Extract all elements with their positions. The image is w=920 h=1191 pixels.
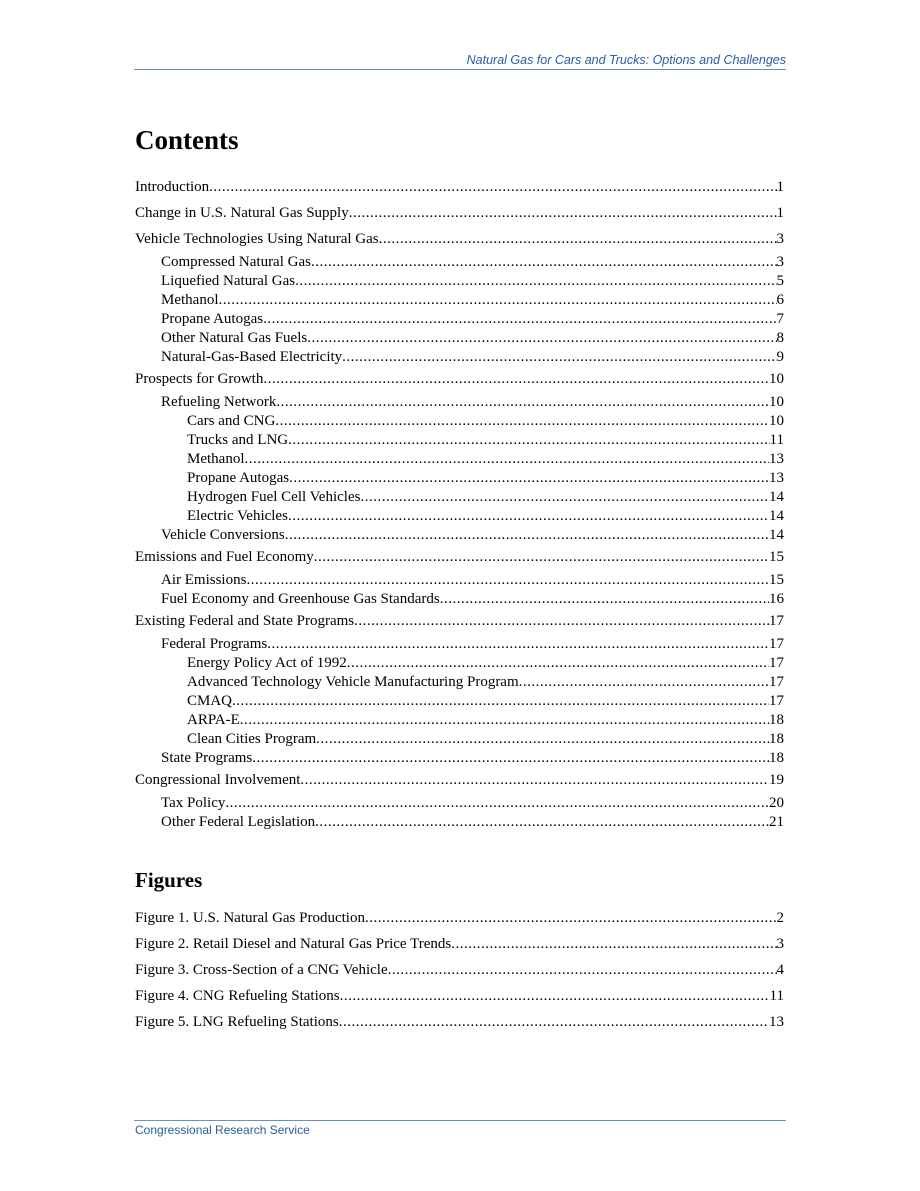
toc-entry[interactable]: Liquefied Natural Gas ..... 5 [135,272,784,291]
toc-entry[interactable]: Fuel Economy and Greenhouse Gas Standards ..... 16 [135,590,784,609]
running-footer: Congressional Research Service [135,1123,310,1137]
toc-entry[interactable]: Change in U.S. Natural Gas Supply ..... 1 [135,204,784,223]
toc-entry[interactable]: Introduction ..... 1 [135,178,784,197]
toc-entry[interactable]: CMAQ ..... 17 [135,692,784,711]
toc-entry[interactable]: Refueling Network ..... 10 [135,393,784,412]
toc-entry[interactable]: Hydrogen Fuel Cell Vehicles ..... 14 [135,488,784,507]
toc-entry[interactable]: Methanol ..... 6 [135,291,784,310]
contents-title: Contents [135,125,239,155]
toc-entry[interactable]: Advanced Technology Vehicle Manufacturing Program ..... 17 [135,673,784,692]
toc-entry[interactable]: Trucks and LNG ..... 11 [135,431,784,450]
toc-entry[interactable]: Congressional Involvement ..... 19 [135,771,784,790]
toc-entry[interactable]: Energy Policy Act of 1992 ..... 17 [135,654,784,673]
toc-entry[interactable]: Vehicle Conversions ..... 14 [135,526,784,545]
toc-entry[interactable]: Other Natural Gas Fuels ..... 8 [135,329,784,348]
footer-rule [134,1120,786,1121]
toc-entry[interactable]: ARPA-E ..... 18 [135,711,784,730]
toc-entry[interactable]: Methanol ..... 13 [135,450,784,469]
toc-entry[interactable]: Vehicle Technologies Using Natural Gas ..... 3 [135,230,784,249]
toc-entry[interactable]: Natural-Gas-Based Electricity ..... 9 [135,348,784,367]
figure-entry[interactable]: Figure 5. LNG Refueling Stations ..... 13 [135,1013,784,1032]
toc-entry[interactable]: Existing Federal and State Programs ..... 17 [135,612,784,631]
running-header: Natural Gas for Cars and Trucks: Options and Challenges [466,53,786,67]
toc-entry[interactable]: Emissions and Fuel Economy ..... 15 [135,548,784,567]
toc-entry[interactable]: Tax Policy ..... 20 [135,794,784,813]
toc-entry[interactable]: State Programs ..... 18 [135,749,784,768]
toc-entry[interactable]: Federal Programs ..... 17 [135,635,784,654]
toc-entry[interactable]: Cars and CNG ..... 10 [135,412,784,431]
figure-entry[interactable]: Figure 2. Retail Diesel and Natural Gas Price Trends ..... 3 [135,935,784,954]
figure-entry[interactable]: Figure 1. U.S. Natural Gas Production ..... 2 [135,909,784,928]
figure-entry[interactable]: Figure 4. CNG Refueling Stations ..... 11 [135,987,784,1006]
header-rule [134,69,786,70]
toc-entry[interactable]: Air Emissions ..... 15 [135,571,784,590]
toc-entry[interactable]: Propane Autogas ..... 13 [135,469,784,488]
toc-entry[interactable]: Clean Cities Program ..... 18 [135,730,784,749]
figures-title: Figures [135,868,203,892]
figure-entry[interactable]: Figure 3. Cross-Section of a CNG Vehicle ..... 4 [135,961,784,980]
toc-entry[interactable]: Other Federal Legislation ..... 21 [135,813,784,832]
toc-entry[interactable]: Compressed Natural Gas ..... 3 [135,253,784,272]
toc-entry[interactable]: Electric Vehicles ..... 14 [135,507,784,526]
toc-entry[interactable]: Prospects for Growth ..... 10 [135,370,784,389]
toc-entry[interactable]: Propane Autogas ..... 7 [135,310,784,329]
